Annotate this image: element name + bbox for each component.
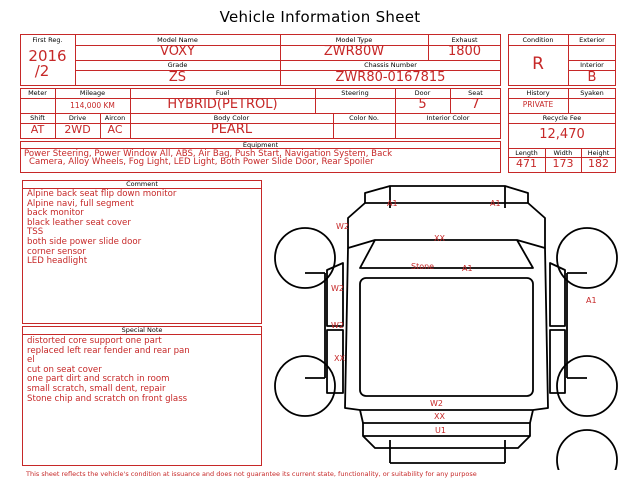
condition-value: R — [532, 54, 544, 74]
seat-label: Seat — [468, 89, 483, 97]
meter-label: Meter — [28, 89, 47, 97]
mark-w2-left-2: W2 — [331, 321, 344, 330]
mark-a1-side: A1 — [586, 296, 597, 305]
seat-value: 7 — [471, 97, 480, 112]
mark-w2-rear: W2 — [430, 399, 443, 408]
mark-a1-right: A1 — [490, 199, 501, 208]
height-value: 182 — [588, 157, 609, 170]
width-value: 173 — [552, 157, 574, 170]
mark-a1-left: A1 — [387, 199, 398, 208]
left-front-window — [327, 263, 343, 326]
syaken-label: Syaken — [580, 89, 604, 97]
equipment-label: Equipment — [242, 141, 279, 149]
aircon-value: AC — [107, 123, 123, 136]
mark-u1-rear: U1 — [435, 426, 446, 435]
color-no-label: Color No. — [349, 114, 379, 122]
recycle-value: 12,470 — [539, 127, 585, 142]
front-right-wheel — [557, 228, 617, 288]
equipment-line-2: Camera, Alloy Wheels, Fog Light, LED Light, Both Power Slide Door, Rear Spoiler — [29, 157, 374, 167]
drive-label: Drive — [68, 114, 87, 122]
hood — [348, 203, 545, 248]
roof — [360, 278, 533, 396]
interior-value: B — [587, 70, 597, 85]
length-label: Length — [515, 149, 538, 157]
body-outline — [345, 248, 548, 410]
shift-label: Shift — [30, 114, 45, 122]
rear-glass — [360, 410, 533, 423]
history-value: PRIVATE — [522, 100, 554, 109]
exhaust-label: Exhaust — [451, 36, 478, 44]
mark-w2-left-1: W2 — [331, 284, 344, 293]
history-label: History — [526, 89, 550, 97]
condition-label: Condition — [522, 36, 554, 44]
mark-xx-rear: XX — [434, 412, 445, 421]
mark-a1-center: A1 — [462, 264, 473, 273]
chassis-label: Chassis Number — [364, 61, 417, 69]
comment-label: Comment — [126, 180, 158, 188]
shift-value: AT — [30, 123, 45, 136]
comment-text: Alpine back seat flip down monitor Alpine navi, full segment back monitor black leather seat cover TSS both side power slide door corner sensor LED headlight — [27, 189, 177, 267]
rear-right-wheel — [557, 356, 617, 416]
mark-w2-top: W2 — [336, 222, 349, 231]
windshield — [360, 240, 533, 268]
mileage-value: 114,000 KM — [70, 101, 115, 110]
special-note-text: distorted core support one part replaced left rear fender and rear pan el cut on seat cover one part dirt and scratch in room small scratch, small dent, repair Stone chip and scratch on front glass — [27, 336, 190, 404]
page-title: Vehicle Information Sheet — [219, 8, 421, 26]
length-value: 471 — [516, 157, 537, 170]
fuel-value: HYBRID(PETROL) — [167, 97, 278, 112]
first-reg-month: /2 — [34, 62, 50, 80]
model-type-label: Model Type — [335, 36, 373, 44]
first-reg-label: First Reg. — [32, 36, 63, 44]
rear-left-wheel — [275, 356, 335, 416]
interior-color-label: Interior Color — [426, 114, 470, 122]
mark-xx-top: XX — [434, 234, 445, 243]
model-name-value: VOXY — [160, 44, 195, 59]
exhaust-value: 1800 — [447, 44, 482, 59]
disclaimer-footer: This sheet reflects the vehicle's condition at issuance and does not guarantee its current state, functionality, or suitability for any purpose — [26, 470, 477, 478]
right-front-window — [550, 263, 565, 326]
door-value: 5 — [418, 97, 427, 112]
first-reg-year: 2016 — [28, 47, 67, 65]
front-left-wheel — [275, 228, 335, 288]
steering-label: Steering — [341, 89, 369, 97]
rear-gate — [363, 423, 530, 436]
drive-value: 2WD — [64, 123, 91, 136]
recycle-label: Recycle Fee — [542, 114, 582, 122]
car-diagram — [265, 178, 640, 470]
spare-wheel — [557, 430, 617, 470]
door-label: Door — [414, 89, 431, 97]
special-note-label: Special Note — [121, 326, 163, 334]
body-color-label: Body Color — [213, 114, 250, 122]
equipment-line-1: Power Steering, Power Window All, ABS, Air Bag, Push Start, Navigation System, Back — [24, 149, 393, 159]
mileage-label: Mileage — [79, 89, 106, 97]
interior-label: Interior — [580, 61, 604, 69]
mark-stone: Stone — [411, 262, 435, 271]
width-label: Width — [553, 149, 573, 157]
fuel-label: Fuel — [215, 89, 230, 97]
body-color-value: PEARL — [210, 122, 253, 137]
chassis-value: ZWR80-0167815 — [335, 70, 446, 85]
grade-value: ZS — [168, 70, 187, 85]
height-label: Height — [587, 149, 610, 157]
aircon-label: Aircon — [104, 114, 126, 122]
grade-label: Grade — [167, 61, 188, 69]
exterior-label: Exterior — [579, 36, 605, 44]
model-type-value: ZWR80W — [323, 44, 385, 59]
mark-xx-left: XX — [334, 354, 345, 363]
model-name-label: Model Name — [157, 36, 198, 44]
